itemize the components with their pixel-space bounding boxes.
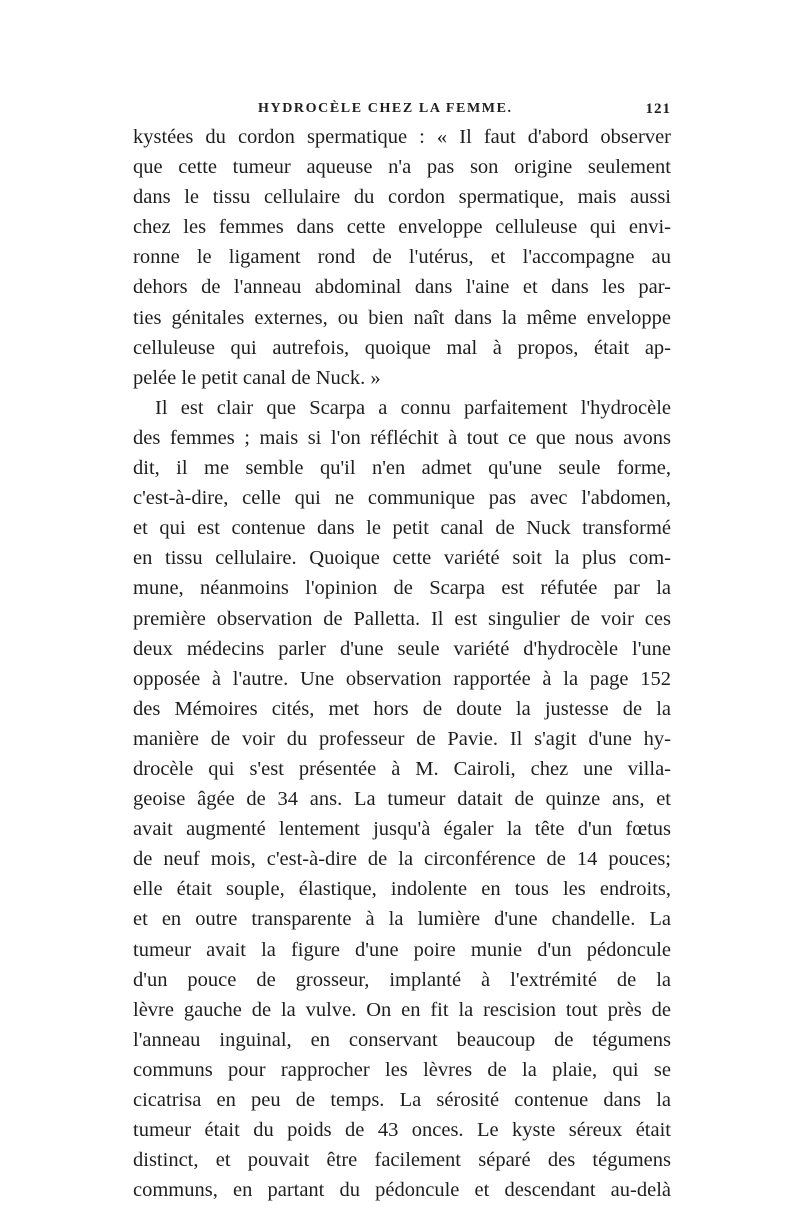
text-line: dans le tissu cellulaire du cordon spermatique, mais aussi [133, 186, 671, 209]
text-line: et qui est contenue dans le petit canal de Nuck transformé [133, 517, 671, 540]
body-text [133, 122, 671, 1205]
text-line: et en outre transparente à la lumière d'une chandelle. La [133, 908, 671, 931]
text-line: pelée le petit canal de Nuck. » [133, 366, 381, 389]
text-line: drocèle qui s'est présentée à M. Cairoli, chez une villa- [133, 757, 671, 780]
text-line: kystées du cordon spermatique : « Il faut d'abord observer [133, 126, 671, 148]
text-line: en tissu cellulaire. Quoique cette variété soit la plus com- [133, 547, 671, 570]
text-line: communs pour rapprocher les lèvres de la plaie, qui se [133, 1058, 671, 1081]
page-number: 121 [645, 101, 671, 117]
text-line: c'est-à-dire, celle qui ne communique pas avec l'abdomen, [133, 487, 671, 510]
text-line: distinct, et pouvait être facilement séparé des tégumens [133, 1149, 671, 1172]
text-line: dehors de l'anneau abdominal dans l'aine et dans les par- [133, 276, 671, 299]
text-line: ties génitales externes, ou bien naît dans la même enveloppe [133, 306, 671, 329]
text-line: tumeur avait la figure d'une poire munie d'un pédoncule [133, 938, 671, 961]
text-line: elle était souple, élastique, indolente en tous les endroits, [133, 878, 671, 901]
text-line: manière de voir du professeur de Pavie. Il s'agit d'une hy- [133, 727, 671, 750]
text-line: avait augmenté lentement jusqu'à égaler la tête d'un fœtus [133, 818, 671, 841]
text-line: opposée à l'autre. Une observation rapportée à la page 152 [133, 667, 671, 690]
text-line: que cette tumeur aqueuse n'a pas son origine seulement [133, 156, 671, 179]
text-line: deux médecins parler d'une seule variété d'hydrocèle l'une [133, 637, 671, 660]
running-title: HYDROCÈLE CHEZ LA FEMME. [258, 101, 513, 116]
paragraph-first-line: Il est clair que Scarpa a connu parfaitement l'hydrocèle [155, 396, 671, 419]
text-line: des femmes ; mais si l'on réfléchit à tout ce que nous avons [133, 426, 671, 449]
text-line: l'anneau inguinal, en conservant beaucoup de tégumens [133, 1028, 671, 1051]
text-line: cicatrisa en peu de temps. La sérosité contenue dans la [133, 1089, 671, 1111]
text-line: de neuf mois, c'est-à-dire de la circonférence de 14 pouces; [133, 848, 671, 871]
text-line: mune, néanmoins l'opinion de Scarpa est réfutée par la [133, 577, 671, 600]
page-header [133, 101, 671, 123]
text-line: communs, en partant du pédoncule et descendant au-delà [133, 1179, 671, 1202]
text-line: dit, il me semble qu'il n'en admet qu'une seule forme, [133, 457, 671, 480]
text-line: ronne le ligament rond de l'utérus, et l'accompagne au [133, 246, 671, 269]
text-line: chez les femmes dans cette enveloppe celluleuse qui envi- [133, 216, 671, 239]
text-line: première observation de Palletta. Il est singulier de voir ces [133, 607, 671, 630]
text-line: d'un pouce de grosseur, implanté à l'extrémité de la [133, 968, 671, 991]
text-line: geoise âgée de 34 ans. La tumeur datait de quinze ans, et [133, 788, 671, 811]
text-line: des Mémoires cités, met hors de doute la justesse de la [133, 697, 671, 720]
text-line: tumeur était du poids de 43 onces. Le kyste séreux était [133, 1119, 671, 1142]
text-line: lèvre gauche de la vulve. On en fit la rescision tout près de [133, 998, 671, 1021]
text-line: celluleuse qui autrefois, quoique mal à propos, était ap- [133, 336, 671, 359]
